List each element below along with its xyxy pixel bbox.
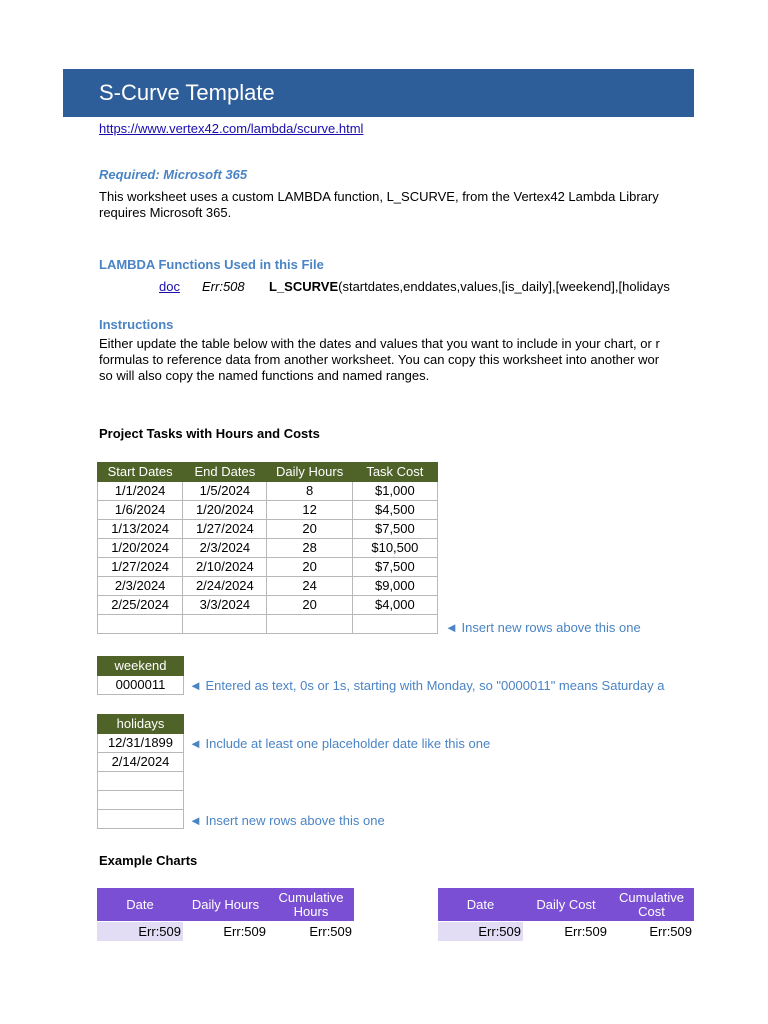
holiday-cell[interactable]: 12/31/1899 — [98, 734, 184, 753]
table-cell[interactable]: 1/5/2024 — [183, 482, 267, 501]
table-row — [98, 520, 438, 539]
lambda-heading: LAMBDA Functions Used in this File — [99, 257, 324, 272]
holiday-cell[interactable]: 2/14/2024 — [98, 753, 184, 772]
lambda-signature — [269, 279, 694, 294]
table-row-empty — [98, 615, 438, 634]
required-line-2: requires Microsoft 365. — [99, 205, 232, 220]
holidays-table — [97, 714, 184, 829]
holidays-insert-note: ◄ Insert new rows above this one — [189, 813, 385, 828]
table-cell[interactable]: 1/20/2024 — [98, 539, 183, 558]
table-cell[interactable] — [183, 615, 267, 634]
table-row — [98, 772, 184, 791]
table-cell[interactable]: $4,500 — [352, 501, 437, 520]
cost-date-value: Err:509 — [438, 922, 523, 941]
table-row — [98, 596, 438, 615]
hours-daily-value: Err:509 — [223, 924, 266, 939]
table-cell[interactable]: 2/10/2024 — [183, 558, 267, 577]
hours-header-daily: Daily Hours — [183, 888, 268, 921]
table-cell[interactable]: 20 — [267, 520, 352, 539]
hours-date-value: Err:509 — [97, 922, 183, 941]
holidays-header: holidays — [98, 715, 184, 734]
table-cell[interactable]: 1/13/2024 — [98, 520, 183, 539]
column-header: Task Cost — [352, 463, 437, 482]
weekend-note: ◄ Entered as text, 0s or 1s, starting with Monday, so "0000011" means Saturday a — [189, 678, 665, 693]
tasks-header-row — [98, 463, 438, 482]
holiday-cell[interactable] — [98, 791, 184, 810]
lambda-error: Err:508 — [202, 279, 245, 294]
weekend-header: weekend — [98, 657, 184, 676]
table-cell[interactable]: 20 — [267, 596, 352, 615]
table-cell[interactable]: $7,500 — [352, 520, 437, 539]
table-cell[interactable]: $10,500 — [352, 539, 437, 558]
table-cell[interactable]: 12 — [267, 501, 352, 520]
function-args: (startdates,enddates,values,[is_daily],[weekend],[holidays — [338, 279, 670, 294]
table-cell[interactable]: $4,000 — [352, 596, 437, 615]
table-cell[interactable]: 20 — [267, 558, 352, 577]
instructions-line-3: so will also copy the named functions and named ranges. — [99, 368, 430, 383]
table-row — [98, 482, 438, 501]
column-header: End Dates — [183, 463, 267, 482]
page-title: S-Curve Template — [99, 80, 275, 105]
table-row — [98, 501, 438, 520]
table-cell[interactable]: 1/27/2024 — [98, 558, 183, 577]
table-row — [98, 577, 438, 596]
cost-daily-value: Err:509 — [564, 924, 607, 939]
table-row — [98, 753, 184, 772]
table-row — [98, 558, 438, 577]
table-cell[interactable]: 1/20/2024 — [183, 501, 267, 520]
function-name: L_SCURVE — [269, 279, 339, 294]
tasks-insert-note: ◄ Insert new rows above this one — [445, 620, 641, 635]
table-cell[interactable] — [352, 615, 437, 634]
cost-header-cumulative: Cumulative Cost — [609, 888, 694, 921]
table-row — [98, 734, 184, 753]
table-cell[interactable]: 3/3/2024 — [183, 596, 267, 615]
required-heading: Required: Microsoft 365 — [99, 167, 248, 182]
table-cell[interactable] — [267, 615, 352, 634]
hours-header-date: Date — [97, 888, 183, 921]
table-cell[interactable]: 8 — [267, 482, 352, 501]
table-cell[interactable]: 1/27/2024 — [183, 520, 267, 539]
table-cell[interactable]: 2/3/2024 — [98, 577, 183, 596]
template-link[interactable]: https://www.vertex42.com/lambda/scurve.html — [99, 121, 364, 136]
table-row — [98, 810, 184, 829]
table-cell[interactable]: $1,000 — [352, 482, 437, 501]
holiday-cell[interactable] — [98, 810, 184, 829]
weekend-value[interactable]: 0000011 — [98, 676, 184, 695]
table-cell[interactable]: $7,500 — [352, 558, 437, 577]
table-cell[interactable]: 2/25/2024 — [98, 596, 183, 615]
examples-title: Example Charts — [99, 853, 198, 868]
table-cell[interactable]: $9,000 — [352, 577, 437, 596]
instructions-heading: Instructions — [99, 317, 174, 332]
table-cell[interactable]: 1/6/2024 — [98, 501, 183, 520]
cost-cumulative-value: Err:509 — [649, 924, 692, 939]
table-cell[interactable] — [98, 615, 183, 634]
table-row — [98, 539, 438, 558]
title-banner — [63, 69, 694, 117]
hours-cumulative-value: Err:509 — [309, 924, 352, 939]
column-header: Daily Hours — [267, 463, 352, 482]
table-cell[interactable]: 1/1/2024 — [98, 482, 183, 501]
tasks-table — [97, 462, 438, 634]
table-cell[interactable]: 28 — [267, 539, 352, 558]
weekend-table — [97, 656, 184, 695]
table-cell[interactable]: 24 — [267, 577, 352, 596]
doc-link[interactable]: doc — [159, 279, 180, 294]
instructions-line-1: Either update the table below with the dates and values that you want to include in your chart, or r — [99, 336, 660, 351]
column-header: Start Dates — [98, 463, 183, 482]
tasks-title: Project Tasks with Hours and Costs — [99, 426, 320, 441]
required-line-1: This worksheet uses a custom LAMBDA function, L_SCURVE, from the Vertex42 Lambda Library — [99, 189, 659, 204]
table-cell[interactable]: 2/3/2024 — [183, 539, 267, 558]
table-row — [98, 791, 184, 810]
hours-header-cumulative: Cumulative Hours — [268, 888, 354, 921]
holiday-cell[interactable] — [98, 772, 184, 791]
cost-header-daily: Daily Cost — [523, 888, 609, 921]
table-cell[interactable]: 2/24/2024 — [183, 577, 267, 596]
instructions-line-2: formulas to reference data from another worksheet. You can copy this worksheet into another wor — [99, 352, 660, 367]
holidays-placeholder-note: ◄ Include at least one placeholder date like this one — [189, 736, 491, 751]
cost-header-date: Date — [438, 888, 523, 921]
